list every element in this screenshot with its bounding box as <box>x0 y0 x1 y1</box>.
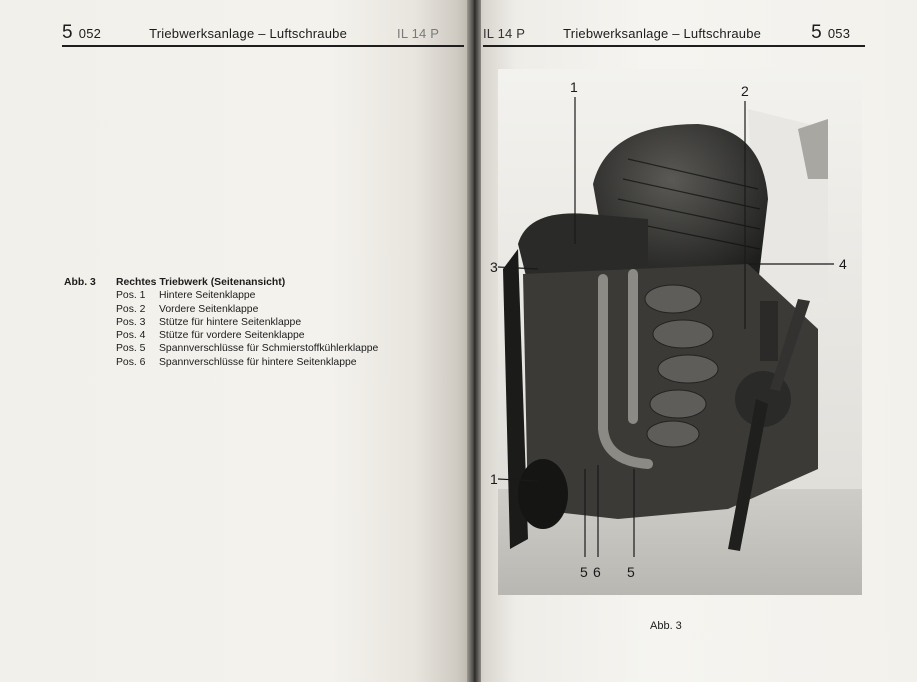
callout-3: 3 <box>490 259 498 275</box>
right-running-title: Triebwerksanlage – Luftschraube <box>563 26 762 41</box>
pos-text: Stütze für hintere Seitenklappe <box>159 316 302 328</box>
pos-text: Spannverschlüsse für hintere Seitenklappe <box>159 356 357 368</box>
left-page-section: 5 <box>62 22 73 43</box>
right-page-section: 5 <box>811 22 822 43</box>
pos-label: Pos. 4 <box>116 330 146 342</box>
caption-heading <box>64 276 378 289</box>
callout-1-lower: 1 <box>490 471 498 487</box>
list-item <box>116 329 378 342</box>
callout-5: 5 <box>580 564 588 580</box>
callout-5-right: 5 <box>627 564 635 580</box>
left-page-number: 052 <box>78 26 102 41</box>
pos-label: Pos. 2 <box>116 303 146 315</box>
pos-text: Vordere Seitenklappe <box>159 303 259 315</box>
callout-4: 4 <box>839 256 847 272</box>
callout-1: 1 <box>570 79 578 95</box>
right-page-header <box>483 22 850 44</box>
list-item <box>116 356 378 369</box>
caption-title: Rechtes Triebwerk (Seitenansicht) <box>116 277 286 288</box>
left-header-rule <box>62 45 464 47</box>
callout-2: 2 <box>741 83 749 99</box>
callout-6: 6 <box>593 564 601 580</box>
list-item <box>116 303 378 316</box>
pos-label: Pos. 6 <box>116 356 146 368</box>
pos-label: Pos. 1 <box>116 290 146 302</box>
left-header-fragment: IL 14 P <box>397 26 440 41</box>
figure-label: Abb. 3 <box>650 620 682 632</box>
figure-caption-block <box>64 276 378 369</box>
engine-photo <box>490 69 862 595</box>
pos-text: Spannverschlüsse für Schmierstoffkühlerklappe <box>159 343 379 355</box>
caption-figure-label: Abb. 3 <box>64 277 96 288</box>
pos-text: Stütze für vordere Seitenklappe <box>159 330 305 342</box>
left-running-title: Triebwerksanlage – Luftschraube <box>149 26 348 41</box>
right-header-fragment: IL 14 P <box>483 26 526 41</box>
right-header-rule <box>483 45 865 47</box>
pos-label: Pos. 5 <box>116 343 146 355</box>
position-list <box>116 289 378 369</box>
right-page-number: 053 <box>827 26 851 41</box>
pos-text: Hintere Seitenklappe <box>159 290 256 302</box>
list-item <box>116 316 378 329</box>
pos-label: Pos. 3 <box>116 316 146 328</box>
engine-side-view-illustration <box>490 69 862 595</box>
book-gutter <box>467 0 481 682</box>
list-item <box>116 342 378 355</box>
list-item <box>116 289 378 302</box>
left-page-header <box>62 22 439 44</box>
